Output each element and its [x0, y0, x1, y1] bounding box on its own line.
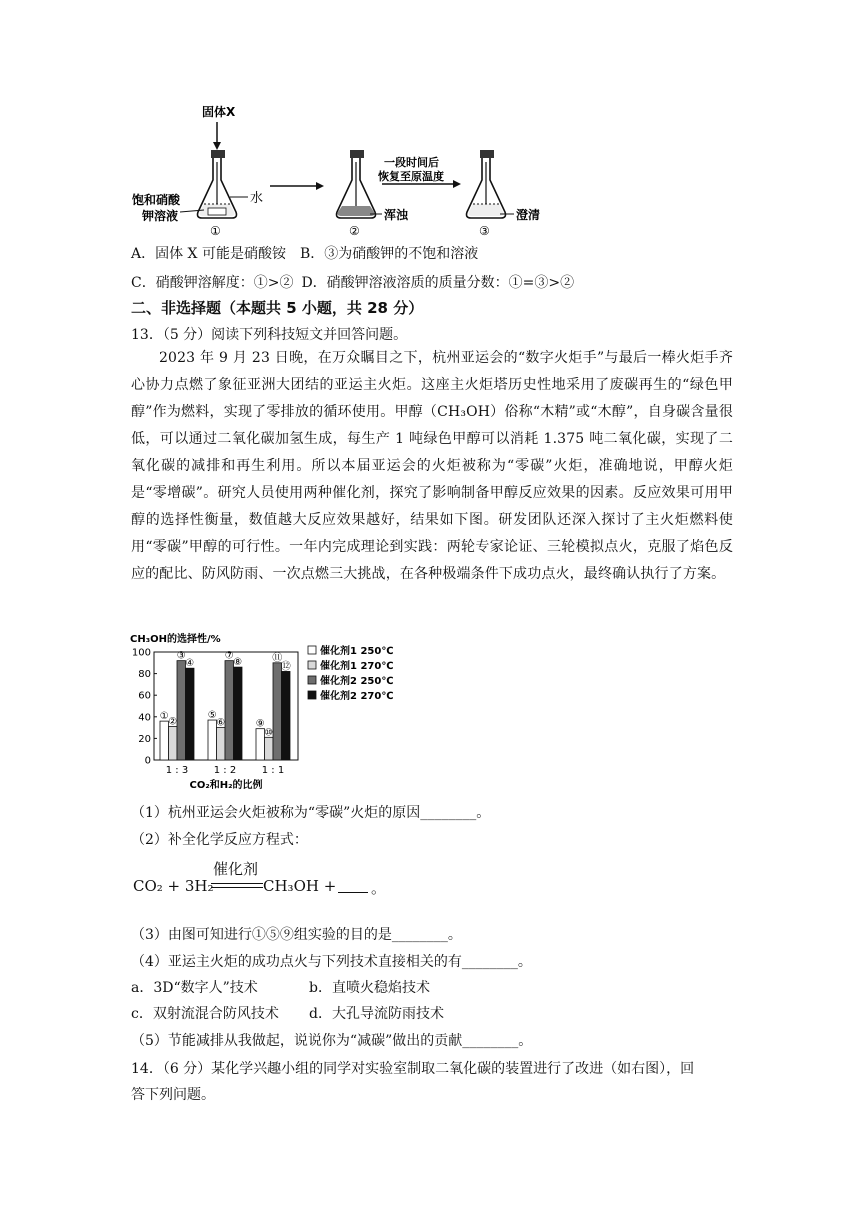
bar-label: ⑫ — [280, 661, 291, 673]
x-tick-label: 1 : 1 — [261, 765, 285, 776]
q13-sub-2: （2）补全化学反应方程式： — [131, 832, 308, 848]
turbid-label: 浑浊 — [384, 208, 409, 222]
y-tick-label: 40 — [138, 712, 151, 724]
y-axis-label: CH₃OH的选择性/% — [130, 634, 221, 645]
bar-label: ⑤ — [207, 710, 217, 722]
q13-sub-4-option-a: a．3D“数字人”技术 — [131, 980, 258, 996]
clear-label: 澄清 — [516, 208, 541, 222]
bar-label: ⑨ — [255, 718, 265, 730]
q13-stem: 13．（5 分）阅读下列科技短文并回答问题。 — [131, 327, 408, 343]
bar-label: ⑦ — [224, 650, 234, 662]
equation-right: CH₃OH + — [263, 877, 337, 895]
equation-catalyst: 催化剂 — [213, 860, 259, 878]
y-tick-label: 100 — [131, 647, 151, 659]
after-label-1: 一段时间后 — [384, 156, 439, 169]
bar-label: ⑥ — [216, 717, 226, 729]
q12-option-b: B．③为硝酸钾的不饱和溶液 — [299, 246, 479, 262]
q12-option-c: C．硝酸钾溶解度：①>② — [131, 275, 294, 291]
bar — [225, 661, 234, 760]
equation-double-line — [211, 883, 263, 888]
q14-line-1: 14．（6 分）某化学兴趣小组的同学对实验室制取二氧化碳的装置进行了改进（如右图），回 — [131, 1061, 695, 1077]
q12-option-a: A．固体 X 可能是硝酸铵 — [131, 246, 286, 262]
saturated-label-2: 钾溶液 — [142, 209, 179, 223]
after-label-2: 恢复至原温度 — [378, 170, 444, 183]
bar — [186, 668, 195, 760]
q13-sub-1: （1）杭州亚运会火炬被称为“零碳”火炬的原因________。 — [131, 805, 491, 821]
x-tick-label: 1 : 2 — [213, 765, 237, 776]
legend-swatch — [308, 676, 316, 684]
bar — [273, 663, 282, 760]
bar — [208, 720, 217, 760]
section-2-title: 二、非选择题（本题共 5 小题，共 28 分） — [131, 299, 424, 317]
water-label: 水 — [250, 191, 264, 206]
bar-label: ② — [168, 716, 178, 728]
flask-1-number: ① — [210, 224, 221, 238]
equation-blank[interactable] — [338, 878, 368, 893]
q13-sub-4-option-d: d．大孔导流防雨技术 — [309, 1006, 444, 1022]
bar-label: ③ — [176, 650, 186, 662]
bar-label: ① — [159, 711, 169, 723]
q13-sub-4-option-c: c．双射流混合防风技术 — [131, 1006, 279, 1022]
bar-label: ⑧ — [233, 657, 243, 669]
chemical-equation — [133, 858, 433, 898]
legend-label: 催化剂2 270℃ — [320, 691, 394, 702]
saturated-label-1: 饱和硝酸 — [132, 193, 181, 207]
q13-sub-4-option-b: b．直喷火稳焰技术 — [309, 980, 430, 996]
q13-sub-5: （5）节能减排从我做起，说说你为“减碳”做出的贡献________。 — [131, 1033, 533, 1049]
flask-2-number: ② — [349, 224, 360, 238]
q14-line-2: 答下列问题。 — [131, 1087, 215, 1103]
y-tick-label: 0 — [144, 755, 151, 767]
legend-label: 催化剂2 250℃ — [320, 676, 394, 687]
bar — [265, 737, 274, 760]
bar — [234, 667, 243, 760]
legend-swatch — [308, 661, 316, 669]
legend-swatch — [308, 646, 316, 654]
x-axis-label: CO₂和H₂的比例 — [189, 780, 263, 791]
bar-label: ④ — [185, 658, 195, 670]
bar-label: ⑩ — [264, 727, 274, 739]
legend-label: 催化剂1 270℃ — [320, 661, 394, 672]
methanol-selectivity-chart — [128, 630, 408, 792]
y-tick-label: 60 — [138, 690, 151, 702]
bar — [217, 728, 226, 760]
flask-2 — [337, 150, 383, 218]
legend-label: 催化剂1 250℃ — [320, 646, 394, 657]
equation-end: 。 — [371, 879, 387, 897]
legend-swatch — [308, 691, 316, 699]
flask-3-number: ③ — [479, 224, 490, 238]
q12-options-row-1 — [131, 244, 478, 264]
q13-sub-4-options-ab — [131, 978, 430, 998]
flask-3 — [467, 150, 515, 218]
q13-sub-3: （3）由图可知进行①⑤⑨组实验的目的是________。 — [131, 927, 462, 943]
q13-passage: 2023 年 9 月 23 日晚，在万众瞩目之下，杭州亚运会的“数字火炬手”与最后一棒火炬手齐心协力点燃了象征亚洲大团结的亚运主火炬。这座主火炬塔历史性地采用了废碳再生的“绿色甲醇”作为燃料，实现了零排放的循环使用。甲醇（CH₃OH）俗称“木精”或“木醇”，自身碳含量很低，可以通过二氧化碳加氢生成，每生产 1 吨绿色甲醇可以消耗 1.375 吨二氧化碳，实现了二氧化碳的减排和再生利用。所以本届亚运会的火炬被称为“零碳”火炬，准确地说，甲醇火炬是“零增碳”。研究人员使用两种催化剂，探究了影响制备甲醇反应效果的因素。反应效果可用甲醇的选择性衡量，数值越大反应效果越好，结果如下图。研发团队还深入探讨了主火炬燃料使用“零碳”甲醇的可行性。一年内完成理论到实践：两轮专家论证、三轮模拟点火，克服了焰色反应的配比、防风防雨、一次点燃三大挑战，在各种极端条件下成功点火，最终确认执行了方案。 — [131, 350, 733, 582]
bar — [160, 721, 169, 760]
y-tick-label: 80 — [138, 669, 151, 681]
flask-1 — [198, 150, 249, 218]
equation-left: CO₂ + 3H₂ — [133, 877, 214, 895]
bar — [256, 729, 265, 760]
bar-label: ⑪ — [272, 652, 283, 664]
q12-options-row-2 — [131, 273, 574, 293]
bar — [177, 661, 186, 760]
bar — [282, 671, 291, 760]
q13-sub-4-options-cd — [131, 1004, 444, 1024]
solid-x-label: 固体X — [202, 105, 236, 119]
q13-sub-4: （4）亚运主火炬的成功点火与下列技术直接相关的有________。 — [131, 954, 532, 970]
x-tick-label: 1 : 3 — [165, 765, 189, 776]
flask-diagram — [130, 100, 550, 242]
y-tick-label: 20 — [138, 733, 151, 745]
bar — [169, 727, 178, 760]
q12-option-d: D．硝酸钾溶液溶质的质量分数：①=③>② — [301, 275, 575, 291]
